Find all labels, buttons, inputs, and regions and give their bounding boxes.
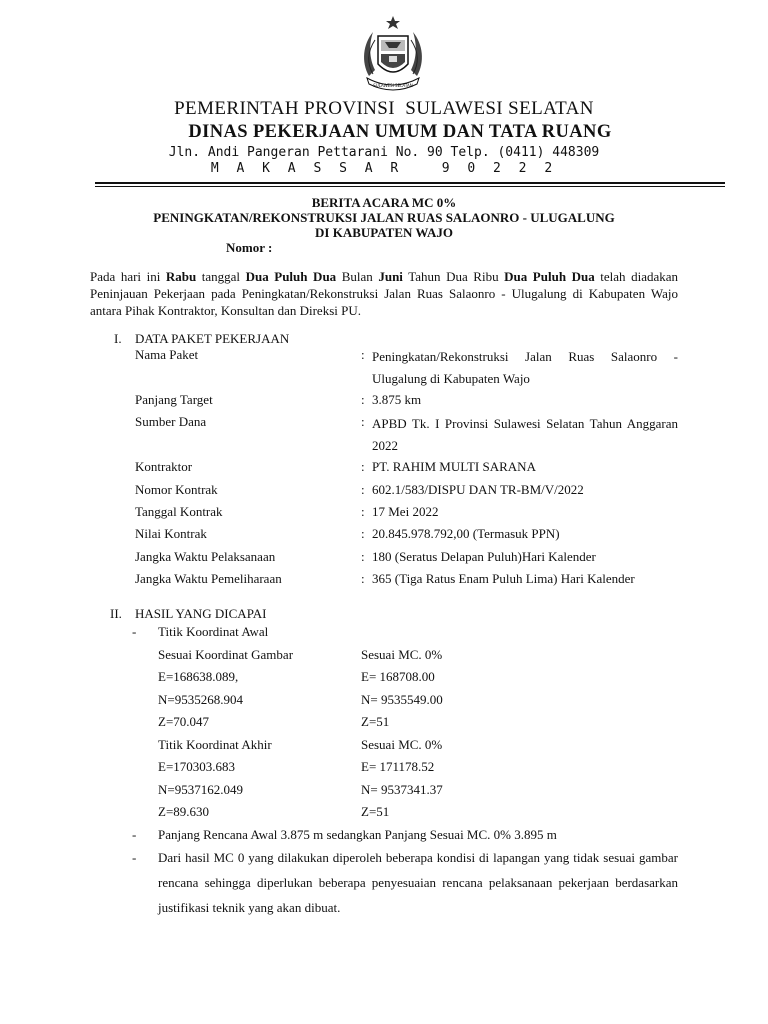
svg-text:SULAWESI SELATAN: SULAWESI SELATAN (373, 83, 413, 88)
field-colon: : (361, 392, 365, 407)
coord-left: N=9537162.049 (158, 782, 243, 797)
coord-left: Z=70.047 (158, 714, 210, 729)
coord-start-heading: Titik Koordinat Awal (158, 624, 269, 639)
field-colon: : (361, 347, 365, 362)
letterhead-city: M A K A S S A R 9 0 2 2 2 (210, 161, 558, 176)
field-colon: : (361, 526, 365, 541)
field-colon: : (361, 459, 365, 474)
field-colon: : (361, 482, 365, 497)
coord-right: E= 168708.00 (361, 669, 435, 684)
coord-right: Z=51 (361, 714, 390, 729)
field-label-tanggal-kontrak: Tanggal Kontrak (135, 504, 223, 519)
field-value-kontraktor: PT. RAHIM MULTI SARANA (372, 459, 536, 474)
field-colon: : (361, 571, 365, 586)
document-subtitle: PENINGKATAN/REKONSTRUKSI JALAN RUAS SALAONRO - ULUGALUNG (153, 210, 615, 225)
field-label-jangka-pemeliharaan: Jangka Waktu Pemeliharaan (135, 571, 282, 586)
coord-left: Z=89.630 (158, 804, 210, 819)
field-label-jangka-pelaksanaan: Jangka Waktu Pelaksanaan (135, 549, 276, 564)
field-value-jangka-pelaksanaan: 180 (Seratus Delapan Puluh)Hari Kalender (372, 549, 596, 564)
intro-day: Rabu (165, 269, 197, 284)
bullet-dash: - (132, 827, 137, 842)
bullet-dash: - (132, 850, 137, 865)
letterhead-department: DINAS PEKERJAAN UMUM DAN TATA RUANG (188, 122, 612, 142)
document-number-label: Nomor : (226, 240, 273, 255)
field-label-nomor-kontrak: Nomor Kontrak (135, 482, 218, 497)
intro-month: Juni (378, 269, 403, 284)
coord-left: E=170303.683 (158, 759, 236, 774)
coord-right: N= 9535549.00 (361, 692, 443, 707)
field-colon: : (361, 414, 365, 429)
field-value-nilai-kontrak: 20.845.978.792,00 (Termasuk PPN) (372, 526, 560, 541)
field-label-kontraktor: Kontraktor (135, 459, 193, 474)
section1-heading: DATA PAKET PEKERJAAN (135, 331, 290, 346)
field-value-sumber-dana: APBD Tk. I Provinsi Sulawesi Selatan Tahun Anggaran 2022 (372, 416, 678, 453)
letterhead-address: Jln. Andi Pangeran Pettarani No. 90 Telp. (0411) 448309 (168, 145, 600, 160)
coord-right: N= 9537341.37 (361, 782, 443, 797)
field-value-nomor-kontrak: 602.1/583/DISPU DAN TR-BM/V/2022 (372, 482, 584, 497)
intro-date: Dua Puluh Dua (245, 269, 337, 284)
section2-heading: HASIL YANG DICAPAI (135, 606, 267, 621)
coord-right: Z=51 (361, 804, 390, 819)
document-subtitle-location: DI KABUPATEN WAJO (315, 225, 453, 240)
coord-left: E=168638.089, (158, 669, 239, 684)
coord-right: Sesuai MC. 0% (361, 737, 443, 752)
document-title: BERITA ACARA MC 0% (311, 195, 457, 210)
section2-number: II. (110, 606, 122, 621)
field-value-nama-paket: Peningkatan/Rekonstruksi Jalan Ruas Salaonro - Ulugalung di Kabupaten Wajo (372, 349, 678, 386)
field-value-panjang-target: 3.875 km (372, 392, 422, 407)
conclusion-paragraph: Dari hasil MC 0 yang dilakukan diperoleh beberapa kondisi di lapangan yang tidak sesuai gambar rencana sehingga diperlukan beberapa penyesuaian rencana pelaksanaan pekerjaan berdasarkan justifikasi teknik yang akan dibuat. (158, 850, 678, 915)
field-value-tanggal-kontrak: 17 Mei 2022 (372, 504, 439, 519)
field-label-panjang-target: Panjang Target (135, 392, 213, 407)
length-comparison-text: Panjang Rencana Awal 3.875 m sedangkan Panjang Sesuai MC. 0% 3.895 m (158, 827, 557, 842)
field-value-jangka-pemeliharaan: 365 (Tiga Ratus Enam Puluh Lima) Hari Kalender (372, 571, 635, 586)
letterhead-government: PEMERINTAH PROVINSI SULAWESI SELATAN (174, 98, 594, 119)
bullet-dash: - (132, 624, 137, 639)
coord-left: N=9535268.904 (158, 692, 243, 707)
field-colon: : (361, 504, 365, 519)
field-label-nama-paket: Nama Paket (135, 347, 199, 362)
coord-right: Sesuai MC. 0% (361, 647, 443, 662)
intro-paragraph: Pada hari ini Rabu tanggal Dua Puluh Dua Bulan Juni Tahun Dua Ribu Dua Puluh Dua telah diadakan Peninjauan Pekerjaan pada Peningkatan/Rekonstruksi Jalan Ruas Salaonro - Ulugalung di Kabupaten Wajo antara Pihak Kontraktor, Konsultan dan Direksi PU. (90, 269, 679, 318)
section1-number: I. (114, 331, 122, 346)
coord-left: Sesuai Koordinat Gambar (158, 647, 294, 662)
field-label-sumber-dana: Sumber Dana (135, 414, 207, 429)
field-label-nilai-kontrak: Nilai Kontrak (135, 526, 207, 541)
letterhead-rule-thick (95, 182, 725, 184)
intro-year: Dua Puluh Dua (504, 269, 595, 284)
coord-right: E= 171178.52 (361, 759, 435, 774)
coord-left: Titik Koordinat Akhir (158, 737, 272, 752)
provincial-emblem-logo (359, 14, 427, 98)
field-colon: : (361, 549, 365, 564)
letterhead-rule-thin (95, 186, 725, 187)
